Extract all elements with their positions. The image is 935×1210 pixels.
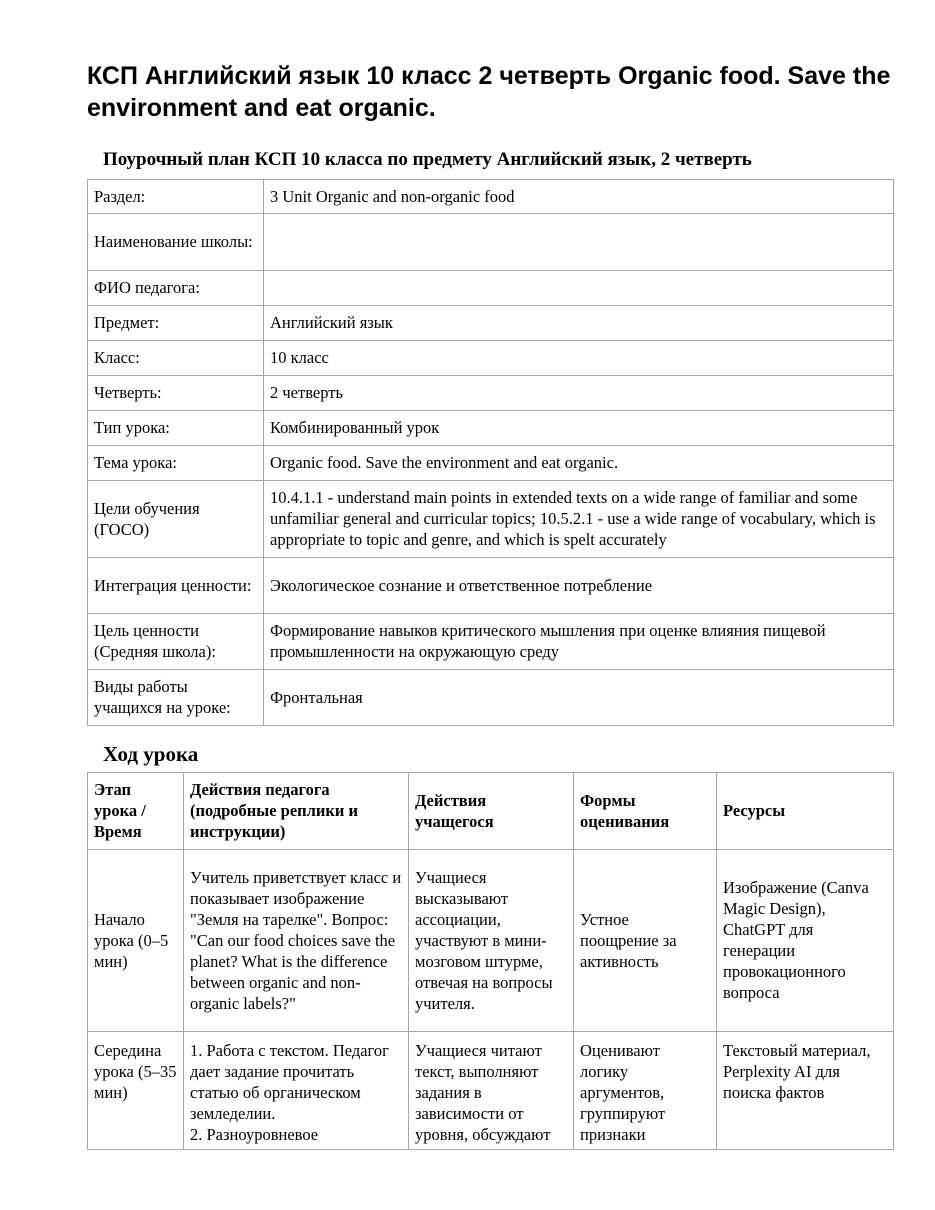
lesson-progress-heading: Ход урока xyxy=(103,742,199,766)
info-value: 2 четверть xyxy=(264,376,894,411)
teacher-action-step: 1. Работа с текстом. Педагог дает задание прочитать статью об органическом земледелии. xyxy=(190,1041,389,1123)
info-value: Комбинированный урок xyxy=(264,411,894,446)
column-header-assessment: Формы оценивания xyxy=(574,773,717,850)
table-row xyxy=(88,446,894,481)
info-label: Предмет: xyxy=(88,306,264,341)
table-row xyxy=(88,306,894,341)
teacher-actions: Учитель приветствует класс и показывает изображение "Земля на тарелке". Вопрос: "Can our food choices save the planet? What is the difference between organic and non-organic labels?" xyxy=(184,850,409,1032)
table-row xyxy=(88,271,894,306)
table-row xyxy=(88,411,894,446)
info-label: Четверть: xyxy=(88,376,264,411)
table-row xyxy=(88,214,894,271)
info-value: 3 Unit Organic and non-organic food xyxy=(264,180,894,214)
info-value: Английский язык xyxy=(264,306,894,341)
info-value: Формирование навыков критического мышления при оценке влияния пищевой промышленности на окружающую среду xyxy=(264,614,894,670)
info-label: Класс: xyxy=(88,341,264,376)
info-label: Виды работы учащихся на уроке: xyxy=(88,670,264,726)
assessment-forms: Оценивают логику аргументов, группируют признаки xyxy=(574,1032,717,1150)
info-value: Экологическое сознание и ответственное потребление xyxy=(264,558,894,614)
info-value: Фронтальная xyxy=(264,670,894,726)
table-header-row xyxy=(88,773,894,850)
info-label: Раздел: xyxy=(88,180,264,214)
table-row xyxy=(88,558,894,614)
info-label: ФИО педагога: xyxy=(88,271,264,306)
info-value: 10 класс xyxy=(264,341,894,376)
teacher-action-step: 2. Разноуровневое xyxy=(190,1125,319,1144)
info-value xyxy=(264,214,894,271)
lesson-resources: Текстовый материал, Perplexity AI для поиска фактов xyxy=(717,1032,894,1150)
table-row xyxy=(88,670,894,726)
document-title: КСП Английский язык 10 класс 2 четверть Organic food. Save the environment and eat organic. xyxy=(87,62,891,122)
lesson-stage: Начало урока (0–5 мин) xyxy=(88,850,184,1032)
column-header-resources: Ресурсы xyxy=(717,773,894,850)
info-label: Цели обучения (ГОСО) xyxy=(88,481,264,558)
lesson-stage: Середина урока (5–35 мин) xyxy=(88,1032,184,1150)
lesson-progress-table xyxy=(87,772,894,1150)
info-value: Organic food. Save the environment and eat organic. xyxy=(264,446,894,481)
student-actions: Учащиеся высказывают ассоциации, участвуют в мини-мозговом штурме, отвечая на вопросы учителя. xyxy=(409,850,574,1032)
teacher-actions xyxy=(184,1032,409,1150)
table-row xyxy=(88,180,894,214)
lesson-resources: Изображение (Canva Magic Design), ChatGPT для генерации провокационного вопроса xyxy=(717,850,894,1032)
info-value xyxy=(264,271,894,306)
info-label: Наименование школы: xyxy=(88,214,264,271)
info-label: Интеграция ценности: xyxy=(88,558,264,614)
table-row xyxy=(88,481,894,558)
column-header-stage: Этап урока / Время xyxy=(88,773,184,850)
info-label: Тип урока: xyxy=(88,411,264,446)
info-label: Цель ценности (Средняя школа): xyxy=(88,614,264,670)
table-row xyxy=(88,614,894,670)
assessment-forms: Устное поощрение за активность xyxy=(574,850,717,1032)
table-row xyxy=(88,376,894,411)
info-value: 10.4.1.1 - understand main points in extended texts on a wide range of familiar and some unfamiliar general and curricular topics; 10.5.2.1 - use a wide range of vocabulary, which is appropriate to topic and genre, and which is spelt accurately xyxy=(264,481,894,558)
plan-heading: Поурочный план КСП 10 класса по предмету Английский язык, 2 четверть xyxy=(103,149,752,170)
column-header-teacher-actions: Действия педагога (подробные реплики и инструкции) xyxy=(184,773,409,850)
column-header-student-actions: Действия учащегося xyxy=(409,773,574,850)
lesson-info-table xyxy=(87,179,894,726)
table-row xyxy=(88,850,894,1032)
info-label: Тема урока: xyxy=(88,446,264,481)
table-row xyxy=(88,341,894,376)
student-actions: Учащиеся читают текст, выполняют задания в зависимости от уровня, обсуждают xyxy=(409,1032,574,1150)
table-row xyxy=(88,1032,894,1150)
